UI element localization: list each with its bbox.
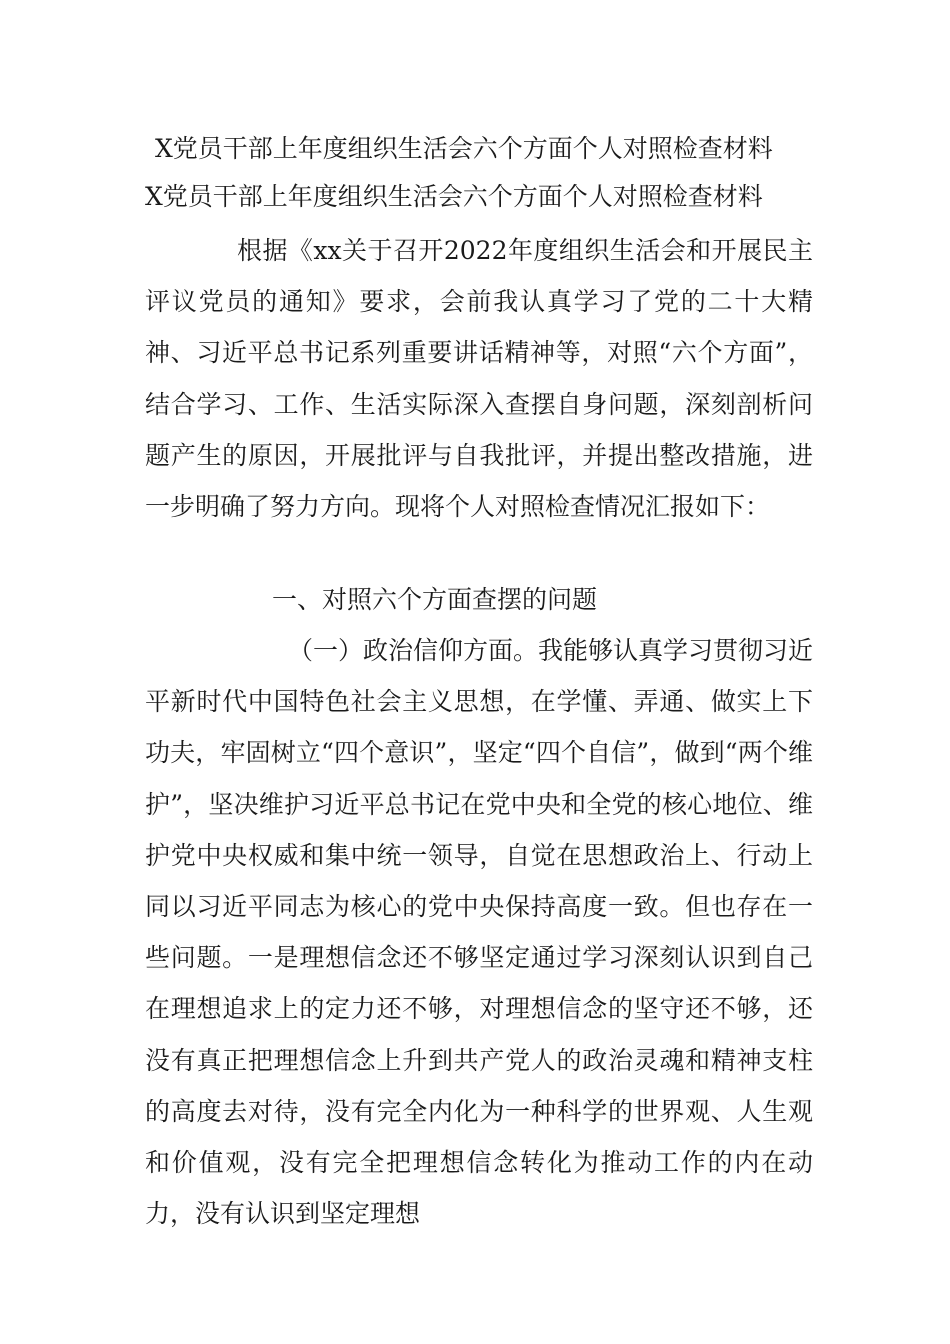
section-paragraph: （一）政治信仰方面。我能够认真学习贯彻习近平新时代中国特色社会主义思想，在学懂、弄通、做实上下功夫，牢固树立“四个意识”，坚定“四个自信”，做到“两个维护”，坚决维护习近平总书记在党中央和全党的核心地位、维护党中央权威和集中统一领导，自觉在思想政治上、行动上同以习近平同志为核心的党中央保持高度一致。但也存在一些问题。一是理想信念还不够坚定通过学习深刻认识到自己在理想追求上的定力还不够，对理想信念的坚守还不够，还没有真正把理想信念上升到共产党人的政治灵魂和精神支柱的高度去对待，没有完全内化为一种科学的世界观、人生观和价值观，没有完全把理想信念转化为推动工作的内在动力，没有认识到坚定理想 xyxy=(145,636,814,1229)
section-heading: 一、对照六个方面查摆的问题 xyxy=(272,585,598,614)
document-title-repeat: X党员干部上年度组织生活会六个方面个人对照检查材料 xyxy=(145,182,763,211)
document-title: X党员干部上年度组织生活会六个方面个人对照检查材料 xyxy=(155,134,773,163)
intro-paragraph: 根据《xx关于召开2022年度组织生活会和开展民主评议党员的通知》要求，会前我认真学习了党的二十大精神、习近平总书记系列重要讲话精神等，对照“六个方面”，结合学习、工作、生活实际深入查摆自身问题，深刻剖析问题产生的原因，开展批评与自我批评，并提出整改措施，进一步明确了努力方向。现将个人对照检查情况汇报如下： xyxy=(145,236,813,522)
